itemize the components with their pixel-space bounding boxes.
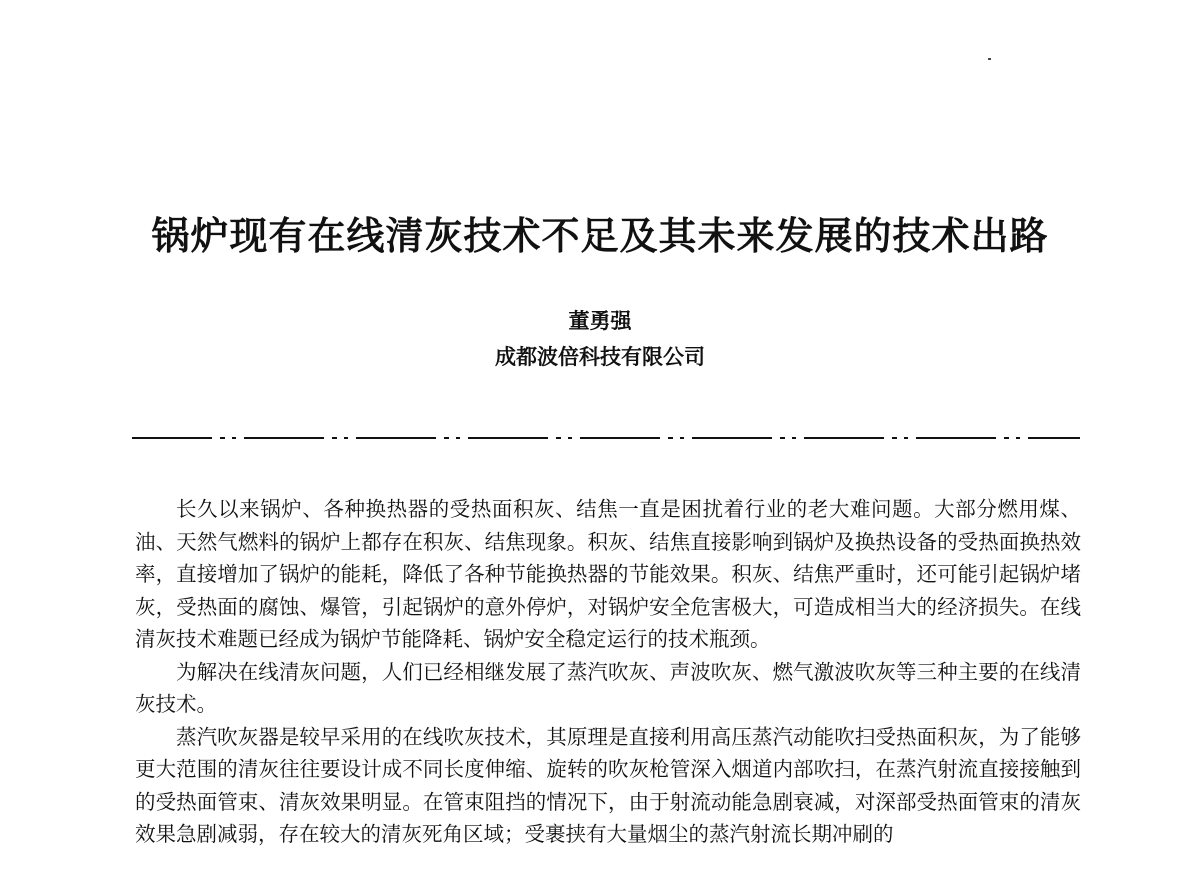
section-divider — [132, 435, 1080, 441]
paragraph-1: 长久以来锅炉、各种换热器的受热面积灰、结焦一直是困扰着行业的老大难问题。大部分燃用煤、油、天然气燃料的锅炉上都存在积灰、结焦现象。积灰、结焦直接影响到锅炉及换热设备的受热面换热效率，直接增加了锅炉的能耗，降低了各种节能换热器的节能效果。积灰、结焦严重时，还可能引起锅炉堵灰，受热面的腐蚀、爆管，引起锅炉的意外停炉，对锅炉安全危害极大，可造成相当大的经济损失。在线清灰技术难题已经成为锅炉节能降耗、锅炉安全稳定运行的技术瓶颈。 — [135, 497, 1081, 651]
body-text — [135, 493, 1081, 851]
paragraph-3: 蒸汽吹灰器是较早采用的在线吹灰技术，其原理是直接利用高压蒸汽动能吹扫受热面积灰，为了能够更大范围的清灰往往要设计成不同长度伸缩、旋转的吹灰枪管深入烟道内部吹扫，在蒸汽射流直接接触到的受热面管束、清灰效果明显。在管束阻挡的情况下，由于射流动能急剧衰减，对深部受热面管束的清灰效果急剧减弱，存在较大的清灰死角区域；受裹挟有大量烟尘的蒸汽射流长期冲刷的 — [135, 724, 1081, 846]
author-affiliation: 成都波倍科技有限公司 — [495, 345, 705, 369]
scan-speck — [988, 58, 991, 60]
author-name: 董勇强 — [568, 309, 632, 333]
paper-title: 锅炉现有在线清灰技术不足及其未来发展的技术出路 — [151, 214, 1049, 258]
paragraph-2: 为解决在线清灰问题，人们已经相继发展了蒸汽吹灰、声波吹灰、燃气激波吹灰等三种主要的在线清灰技术。 — [135, 659, 1081, 716]
